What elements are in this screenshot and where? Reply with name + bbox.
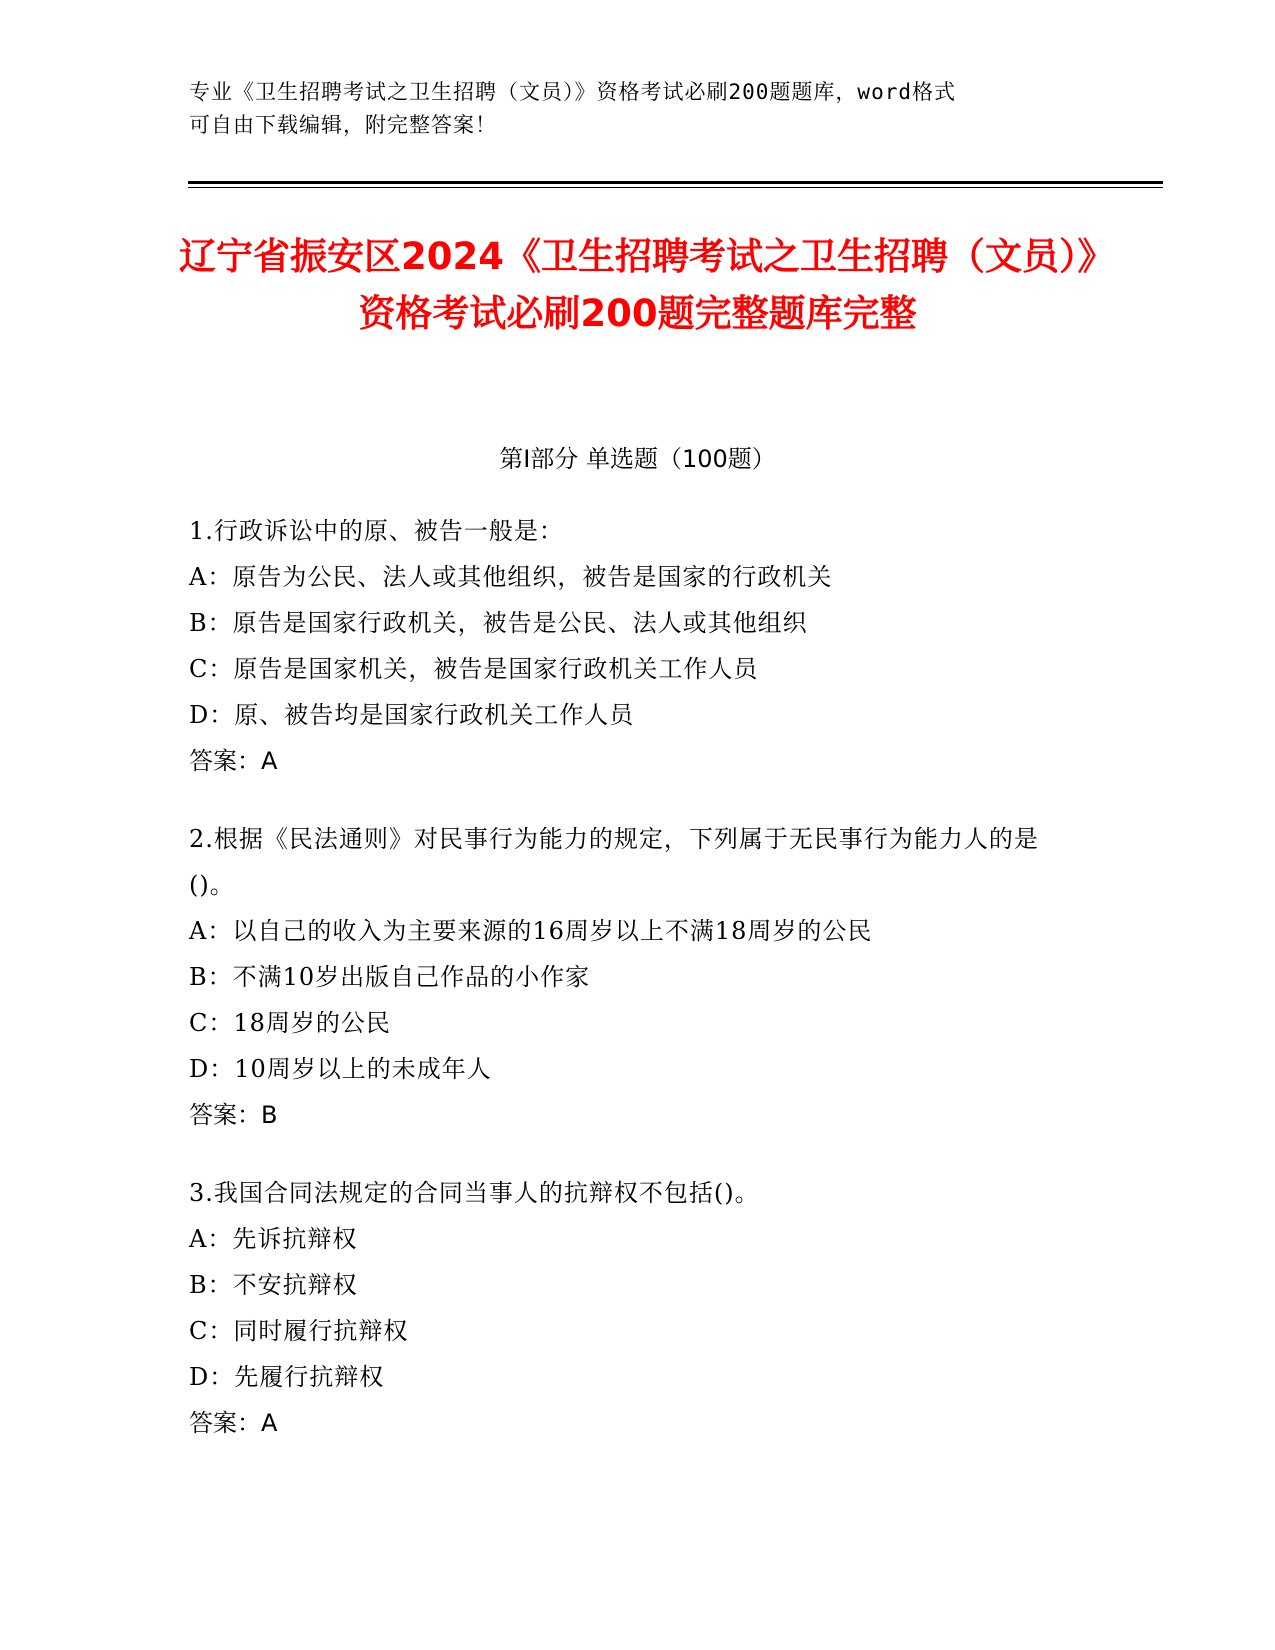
header-rule-thin xyxy=(188,187,1163,188)
option-d: D：先履行抗辩权 xyxy=(189,1363,385,1391)
answer-label: 答案：B xyxy=(189,1101,278,1129)
option-b: B：不安抗辩权 xyxy=(189,1271,358,1299)
option-b: B：原告是国家行政机关，被告是公民、法人或其他组织 xyxy=(189,609,808,637)
answer-label: 答案：A xyxy=(189,747,278,775)
section-heading: 第I部分 单选题（100题） xyxy=(499,445,776,473)
question-2 xyxy=(189,816,1069,1138)
option-d: D：10周岁以上的未成年人 xyxy=(189,1055,492,1083)
question-stem: 3.我国合同法规定的合同当事人的抗辩权不包括()。 xyxy=(189,1179,760,1207)
answer-label: 答案：A xyxy=(189,1409,278,1437)
question-1 xyxy=(189,508,1069,784)
question-stem: 1.行政诉讼中的原、被告一般是： xyxy=(189,517,564,545)
header-note xyxy=(189,76,1069,142)
option-d: D：原、被告均是国家行政机关工作人员 xyxy=(189,701,635,729)
option-c: C：18周岁的公民 xyxy=(189,1009,391,1037)
question-stem: 2.根据《民法通则》对民事行为能力的规定，下列属于无民事行为能力人的是()。 xyxy=(189,825,1039,899)
option-a: A：以自己的收入为主要来源的16周岁以上不满18周岁的公民 xyxy=(189,917,873,945)
document-title: 辽宁省振安区2024《卫生招聘考试之卫生招聘（文员）》资格考试必刷200题完整题库完整 xyxy=(179,235,1096,335)
option-a: A：先诉抗辩权 xyxy=(189,1225,358,1253)
question-3 xyxy=(189,1170,1069,1446)
option-c: C：同时履行抗辩权 xyxy=(189,1317,409,1345)
option-b: B：不满10岁出版自己作品的小作家 xyxy=(189,963,591,991)
header-rule-thick xyxy=(188,181,1163,184)
header-note-line: 专业《卫生招聘考试之卫生招聘（文员）》资格考试必刷200题题库，word格式 xyxy=(189,80,956,104)
header-note-line: 可自由下载编辑，附完整答案！ xyxy=(189,113,497,137)
option-c: C：原告是国家机关，被告是国家行政机关工作人员 xyxy=(189,655,759,683)
option-a: A：原告为公民、法人或其他组织，被告是国家的行政机关 xyxy=(189,563,833,591)
